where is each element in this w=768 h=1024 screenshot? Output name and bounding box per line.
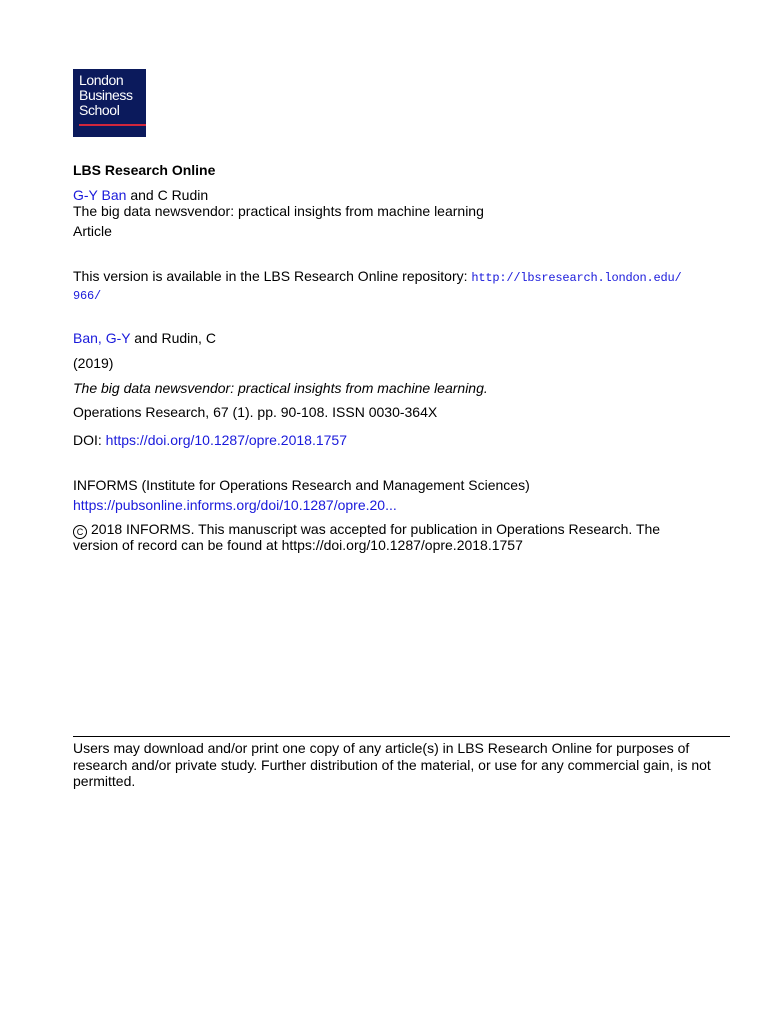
repository-url-link[interactable]: http://lbsresearch.london.edu/: [471, 271, 682, 285]
doi-line: [73, 432, 347, 448]
publication-year: (2019): [73, 355, 114, 371]
availability-line: [73, 268, 681, 286]
availability-line-2: [73, 286, 101, 304]
doi-label: DOI:: [73, 432, 106, 448]
full-authors: [73, 330, 216, 346]
short-authors: [73, 187, 208, 203]
item-type: Article: [73, 223, 112, 239]
copyright-text-1: 2018 INFORMS. This manuscript was accepted for publication in Operations Research. The: [91, 521, 661, 537]
footer-divider: [73, 736, 730, 737]
publisher-link-line: [73, 497, 397, 513]
author-link-full[interactable]: Ban, G-Y: [73, 330, 131, 346]
repository-url-link-cont[interactable]: 966/: [73, 289, 102, 303]
journal-info: Operations Research, 67 (1). pp. 90-108. ISSN 0030-364X: [73, 404, 438, 420]
publisher-link[interactable]: https://pubsonline.informs.org/doi/10.1287/opre.20...: [73, 497, 397, 513]
author-link-short[interactable]: G-Y Ban: [73, 187, 127, 203]
copyright-icon: C: [73, 525, 87, 539]
lbs-logo: [73, 69, 146, 137]
copyright-line-2: version of record can be found at https://doi.org/10.1287/opre.2018.1757: [73, 537, 523, 553]
author-rest-short: and C Rudin: [126, 187, 209, 203]
publisher-name: INFORMS (Institute for Operations Research and Management Sciences): [73, 477, 530, 493]
logo-red-rule: [79, 124, 146, 126]
full-title: The big data newsvendor: practical insights from machine learning.: [73, 380, 488, 396]
repository-heading: LBS Research Online: [73, 162, 216, 178]
short-title: The big data newsvendor: practical insights from machine learning: [73, 203, 484, 219]
doi-link[interactable]: https://doi.org/10.1287/opre.2018.1757: [105, 432, 347, 448]
logo-line-2: Business: [79, 87, 133, 103]
usage-notice: Users may download and/or print one copy of any article(s) in LBS Research Online for purposes of research and/or private study. Further distribution of the material, or use for any commercial gain, is not permitted.: [73, 740, 711, 789]
logo-line-1: London: [79, 72, 124, 88]
author-rest-full: and Rudin, C: [130, 330, 216, 346]
logo-line-3: School: [79, 102, 120, 118]
availability-text: This version is available in the LBS Research Online repository:: [73, 268, 472, 284]
